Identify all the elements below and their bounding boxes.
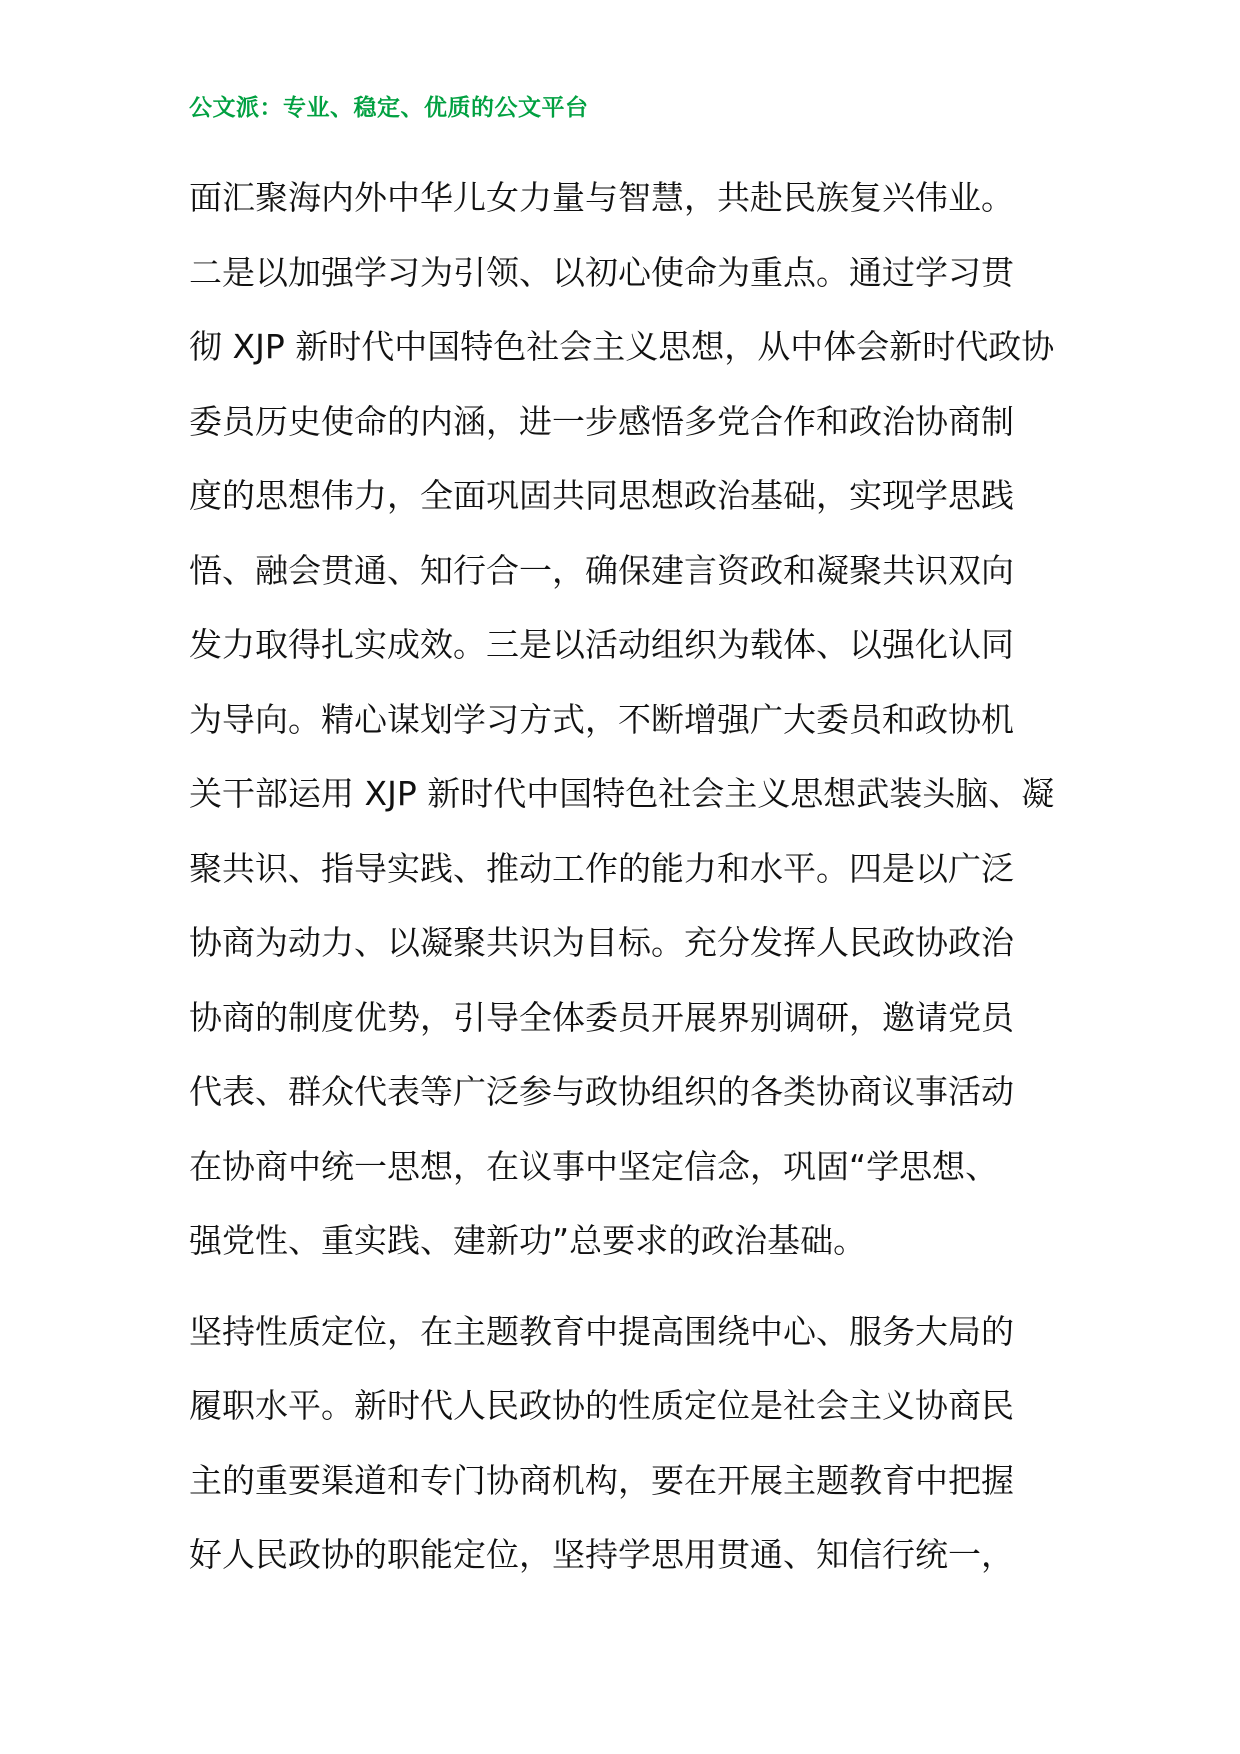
- text-line: 协商的制度优势，引导全体委员开展界别调研，邀请党员: [189, 997, 1014, 1037]
- text-line: 彻 XJP 新时代中国特色社会主义思想，从中体会新时代政协: [189, 327, 1055, 366]
- text-line: 为导向。精心谋划学习方式，不断增强广大委员和政协机: [189, 699, 1014, 739]
- text-line: 主的重要渠道和专门协商机构，要在开展主题教育中把握: [189, 1460, 1014, 1500]
- text-line: 悟、融会贯通、知行合一，确保建言资政和凝聚共识双向: [189, 550, 1014, 590]
- text-line: 坚持性质定位，在主题教育中提高围绕中心、服务大局的: [189, 1311, 1014, 1351]
- paragraph-1: [189, 168, 1059, 1286]
- text-line: 聚共识、指导实践、推动工作的能力和水平。四是以广泛: [189, 848, 1014, 888]
- text-line: 二是以加强学习为引领、以初心使命为重点。通过学习贯: [189, 252, 1014, 292]
- page-header: 公文派：专业、稳定、优质的公文平台: [189, 95, 589, 121]
- text-line: 好人民政协的职能定位，坚持学思用贯通、知信行统一，: [189, 1535, 1014, 1574]
- text-line: 发力取得扎实成效。三是以活动组织为载体、以强化认同: [189, 625, 1014, 664]
- text-line: 协商为动力、以凝聚共识为目标。充分发挥人民政协政治: [189, 923, 1014, 962]
- document-body: [189, 168, 1059, 1600]
- text-line: 代表、群众代表等广泛参与政协组织的各类协商议事活动: [189, 1072, 1014, 1111]
- paragraph-gap: [189, 1286, 1059, 1302]
- text-line: 委员历史使命的内涵，进一步感悟多党合作和政治协商制: [189, 401, 1014, 441]
- text-line: 度的思想伟力，全面巩固共同思想政治基础，实现学思践: [189, 476, 1014, 515]
- text-line: 强党性、重实践、建新功”总要求的政治基础。: [189, 1221, 867, 1260]
- text-line: 在协商中统一思想，在议事中坚定信念，巩固“学思想、: [189, 1146, 999, 1186]
- text-line: 面汇聚海内外中华儿女力量与智慧，共赴民族复兴伟业。: [189, 178, 1014, 217]
- paragraph-2: [189, 1302, 1059, 1600]
- text-line: 关干部运用 XJP 新时代中国特色社会主义思想武装头脑、凝: [189, 774, 1055, 813]
- text-line: 履职水平。新时代人民政协的性质定位是社会主义协商民: [189, 1386, 1014, 1425]
